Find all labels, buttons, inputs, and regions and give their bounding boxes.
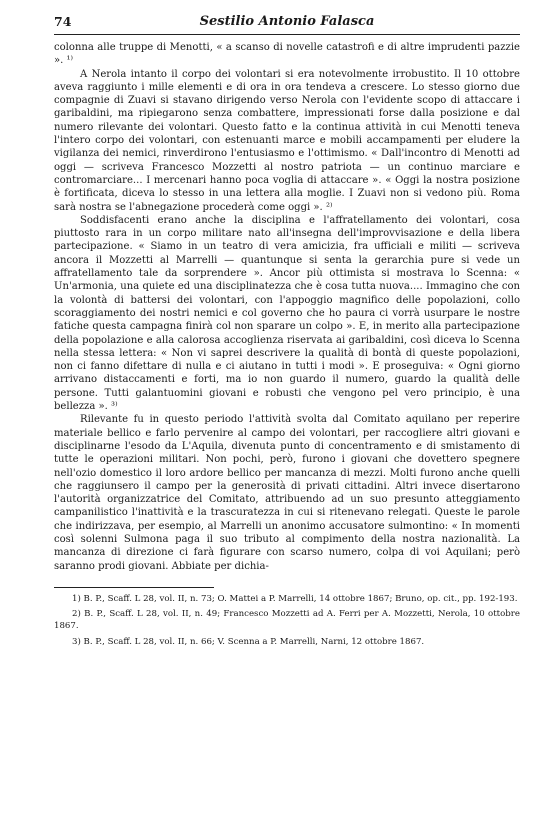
- footnotes: [54, 594, 520, 648]
- paragraph: colonna alle truppe di Menotti, « a scanso di novelle catastrofi e di altre imprudenti pazzie ». ¹⁾: [54, 42, 520, 67]
- footnote: 2) B. P., Scaff. L 28, vol. II, n. 49; Francesco Mozzetti ad A. Ferri per A. Mozzetti, Nerola, 10 ottobre 1867.: [54, 609, 520, 632]
- footnote: 3) B. P., Scaff. L 28, vol. II, n. 66; V. Scenna a P. Marrelli, Narni, 12 ottobre 1867.: [72, 636, 425, 647]
- page-header: [54, 14, 520, 35]
- paragraph: A Nerola intanto il corpo dei volontari si era notevolmente irrobustito. Il 10 ottobre aveva raggiunto i mille elementi e di ora in ora tendeva a crescere. Lo stesso giorno due compagnie di Zuavi si stavano dirigendo verso Nerola con l'evidente scopo di attaccare i garibaldini, ma ripiegarono senza combattere, impressionati forse dalla posizione e dal numero rilevante dei volontari. Questo fatto e la continua attività in cui Menotti teneva l'intero corpo dei volontari, con estenuanti marce e mobili accampamenti per eludere la vigilanza dei nemici, rinverdirono l'entusiasmo e l'ottimismo. « Dall'incontro di Menotti ad oggi — scriveva Francesco Mozzetti al nostro patriota — un continuo marciare e contromarciare... I mercenari hanno poca voglia di attaccare ». « Oggi la nostra posizione è fortificata, diceva lo stesso in una lettera alla moglie. I Zuavi non si vedono più. Roma sarà nostra se l'abnegazione procederà come oggi ». ²⁾: [54, 68, 520, 213]
- body-text: [54, 41, 520, 573]
- footnote-divider: [54, 587, 214, 588]
- paragraph: Rilevante fu in questo periodo l'attività svolta dal Comitato aquilano per reperire materiale bellico e farlo pervenire al campo dei volontari, per raccogliere altri giovani e disciplinarne l'esodo da L'Aquila, divenuta punto di concentramento e di smistamento di tutte le operazioni militari. Non pochi, però, furono i giovani che dovettero spegnere nell'ozio domestico il loro ardore bellico per mancanza di mezzi. Molti furono anche quelli che raggiunsero il campo per la generosità di privati cittadini. Altri invece disertarono l'autorità organizzatrice del Comitato, attribuendo ad un suo presunto atteggiamento campanilistico l'inattività e la trascuratezza in cui si ritenevano relegati. Queste le parole che indirizzava, per esempio, al Marrelli un anonimo accusatore sulmontino: « In momenti così solenni Sulmona paga il suo tributo al compimento della nostra nazionalità. La mancanza di direzione ci farà figurare con scarso numero, colpa di voi Aquilani; però saranno prodi giovani. Abbiate per dichia-: [54, 414, 520, 572]
- footnote: 1) B. P., Scaff. L 28, vol. II, n. 73; O. Mattei a P. Marrelli, 14 ottobre 1867; Bruno, op. cit., pp. 192-193.: [72, 593, 518, 604]
- running-head: Sestilio Antonio Falasca: [199, 14, 375, 29]
- page-number: 74: [54, 14, 72, 29]
- paragraph: Soddisfacenti erano anche la disciplina e l'affratellamento dei volontari, cosa piuttosto rara in un corpo militare nato all'insegna dell'improvvisazione e della libera partecipazione. « Siamo in un teatro di vera amicizia, fra ufficiali e militi — scriveva ancora il Mozzetti al Marrelli — quantunque si senta la gerarchia pure si vede un affratellamento tale da sorprendere ». Ancor più ottimista si mostrava lo Scenna: « Un'armonia, una quiete ed una disciplinatezza che è cosa tutta nuova.... Immagino che con la volontà di battersi dei volontari, con l'appoggio magnifico delle popolazioni, collo scoraggiamento dei nostri nemici e col governo che ho paura ci vorrà usurpare le nostre fatiche questa campagna finirà col non sparare un colpo ». E, in merito alla partecipazione della popolazione e alla calorosa accoglienza riservata ai garibaldini, così diceva lo Scenna nella stessa lettera: « Non vi saprei descrivere la qualità di bontà di queste popolazioni, non ci fanno difettare di nulla e ci aiutano in tutti i modi ». E proseguiva: « Ogni giorno arrivano distaccamenti e forti, ma io non guardo il numero, guardo la qualità delle persone. Tutti galantuomini giovani e robusti che vengono pel vero principio, è una bellezza ». ³⁾: [54, 214, 520, 413]
